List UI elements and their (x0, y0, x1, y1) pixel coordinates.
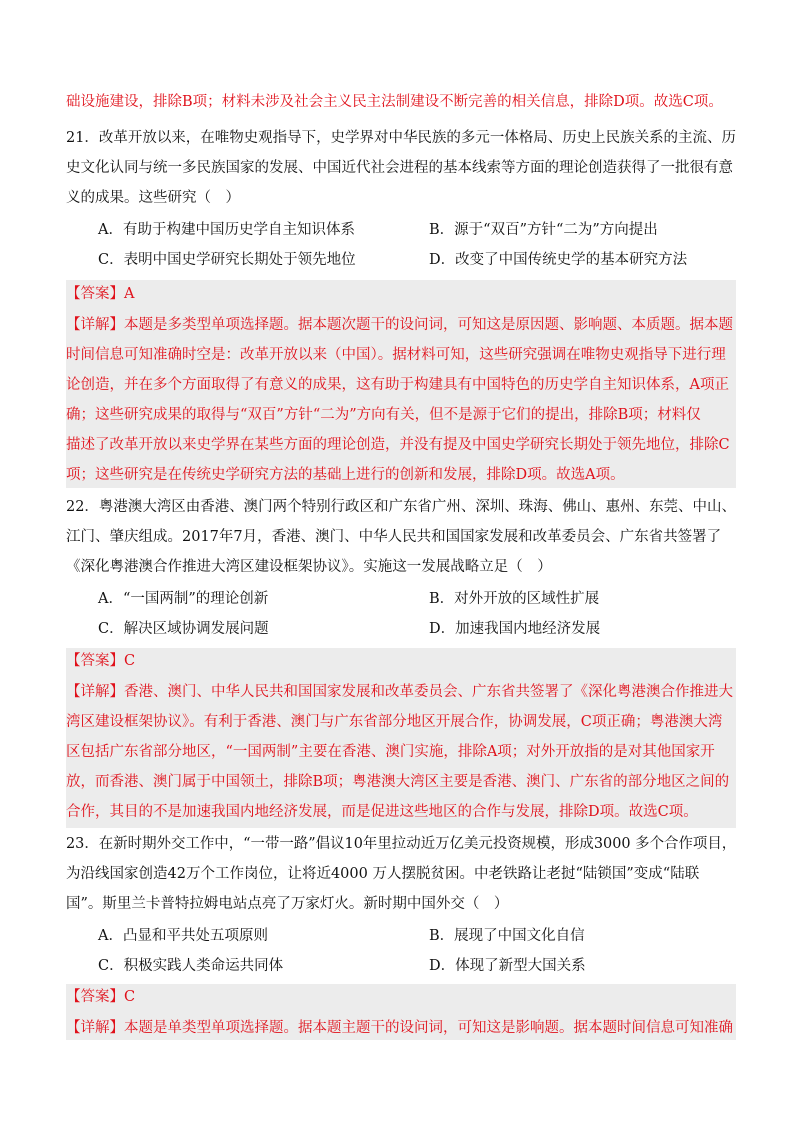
option-c: C．解决区域协调发展问题 (98, 621, 269, 637)
option-c: C．表明中国史学研究长期处于领先地位 (98, 252, 356, 268)
answer-label: 【答案】C (66, 989, 136, 1005)
option-a: A．有助于构建中国历史学自主知识体系 (98, 222, 355, 238)
question-stem-line: 《深化粤港澳合作推进大湾区建设框架协议》。实施这一发展战略立足（ ） (66, 559, 552, 575)
question-stem-line: 国”。斯里兰卡普特拉姆电站点亮了万家灯火。新时期中国外交（ ） (66, 896, 509, 912)
option-b: B．展现了中国文化自信 (429, 928, 585, 944)
detail-line: 【详解】本题是单类型单项选择题。据本题主题干的设问词，可知这是影响题。据本题时间信息可知准确 (66, 1020, 733, 1036)
detail-line: 论创造，并在多个方面取得了有意义的成果，这有助于构建具有中国特色的历史学自主知识体系，A项正 (66, 377, 729, 393)
option-a: A．“一国两制”的理论创新 (98, 591, 269, 607)
option-a: A．凸显和平共处五项原则 (98, 928, 268, 944)
detail-line: 确；这些研究成果的取得与“双百”方针“二为”方向有关，但不是源于它们的提出，排除B项；材料仅 (66, 407, 701, 423)
detail-line: 项；这些研究是在传统史学研究方法的基础上进行的创新和发展，排除D项。故选A项。 (66, 467, 625, 483)
question-stem-line: 21．改革开放以来，在唯物史观指导下，史学界对中华民族的多元一体格局、历史上民族关系的主流、历 (66, 130, 736, 146)
question-stem-line: 江门、肇庆组成。2017年7月，香港、澳门、中华人民共和国国家发展和改革委员会、广东省共签署了 (66, 529, 722, 545)
detail-line: 【详解】本题是多类型单项选择题。据本题次题干的设问词，可知这是原因题、影响题、本质题。据本题 (66, 317, 733, 333)
option-d: D．加速我国内地经济发展 (429, 621, 601, 637)
answer-label: 【答案】A (66, 286, 135, 302)
option-b: B．对外开放的区域性扩展 (429, 591, 600, 607)
option-d: D．改变了中国传统史学的基本研究方法 (429, 252, 688, 268)
question-stem-line: 22．粤港澳大湾区由香港、澳门两个特别行政区和广东省广州、深圳、珠海、佛山、惠州、东莞、中山、 (66, 499, 736, 515)
detail-line: 时间信息可知准确时空是：改革开放以来（中国）。据材料可知，这些研究强调在唯物史观指导下进行理 (66, 347, 726, 363)
question-stem-line: 义的成果。这些研究（ ） (66, 190, 240, 206)
answer-panel-22 (66, 648, 736, 828)
question-stem-line: 史文化认同与统一多民族国家的发展、中国近代社会进程的基本线索等方面的理论创造获得了一批很有意 (66, 160, 733, 176)
answer-label: 【答案】C (66, 653, 136, 669)
detail-line: 湾区建设框架协议》。有利于香港、澳门与广东省部分地区开展合作，协调发展，C项正确；粤港澳大湾 (66, 714, 723, 730)
option-c: C．积极实践人类命运共同体 (98, 958, 284, 974)
detail-line: 区包括广东省部分地区，“一国两制”主要在香港、澳门实施，排除A项；对外开放指的是对其他国家开 (66, 744, 715, 760)
option-d: D．体现了新型大国关系 (429, 958, 586, 974)
text-line: 础设施建设，排除B项；材料未涉及社会主义民主法制建设不断完善的相关信息，排除D项。故选C项。 (66, 94, 723, 110)
question-stem-line: 为沿线国家创造42万个工作岗位，让将近4000 万人摆脱贫困。中老铁路让老挝“陆锁国”变成“陆联 (66, 866, 700, 882)
detail-line: 【详解】香港、澳门、中华人民共和国国家发展和改革委员会、广东省共签署了《深化粤港澳合作推进大 (66, 684, 733, 700)
detail-line: 描述了改革开放以来史学界在某些方面的理论创造，并没有提及中国史学研究长期处于领先地位，排除C (66, 437, 730, 453)
detail-line: 放，而香港、澳门属于中国领土，排除B项；粤港澳大湾区主要是香港、澳门、广东省的部分地区之间的 (66, 774, 730, 790)
detail-line: 合作，其目的不是加速我国内地经济发展，而是促进这些地区的合作与发展，排除D项。故选C项。 (66, 804, 698, 820)
question-stem-line: 23．在新时期外交工作中，“一带一路”倡议10年里拉动近万亿美元投资规模，形成3000 多个合作项目， (66, 836, 737, 852)
option-b: B．源于“双百”方针“二为”方向提出 (429, 222, 658, 238)
